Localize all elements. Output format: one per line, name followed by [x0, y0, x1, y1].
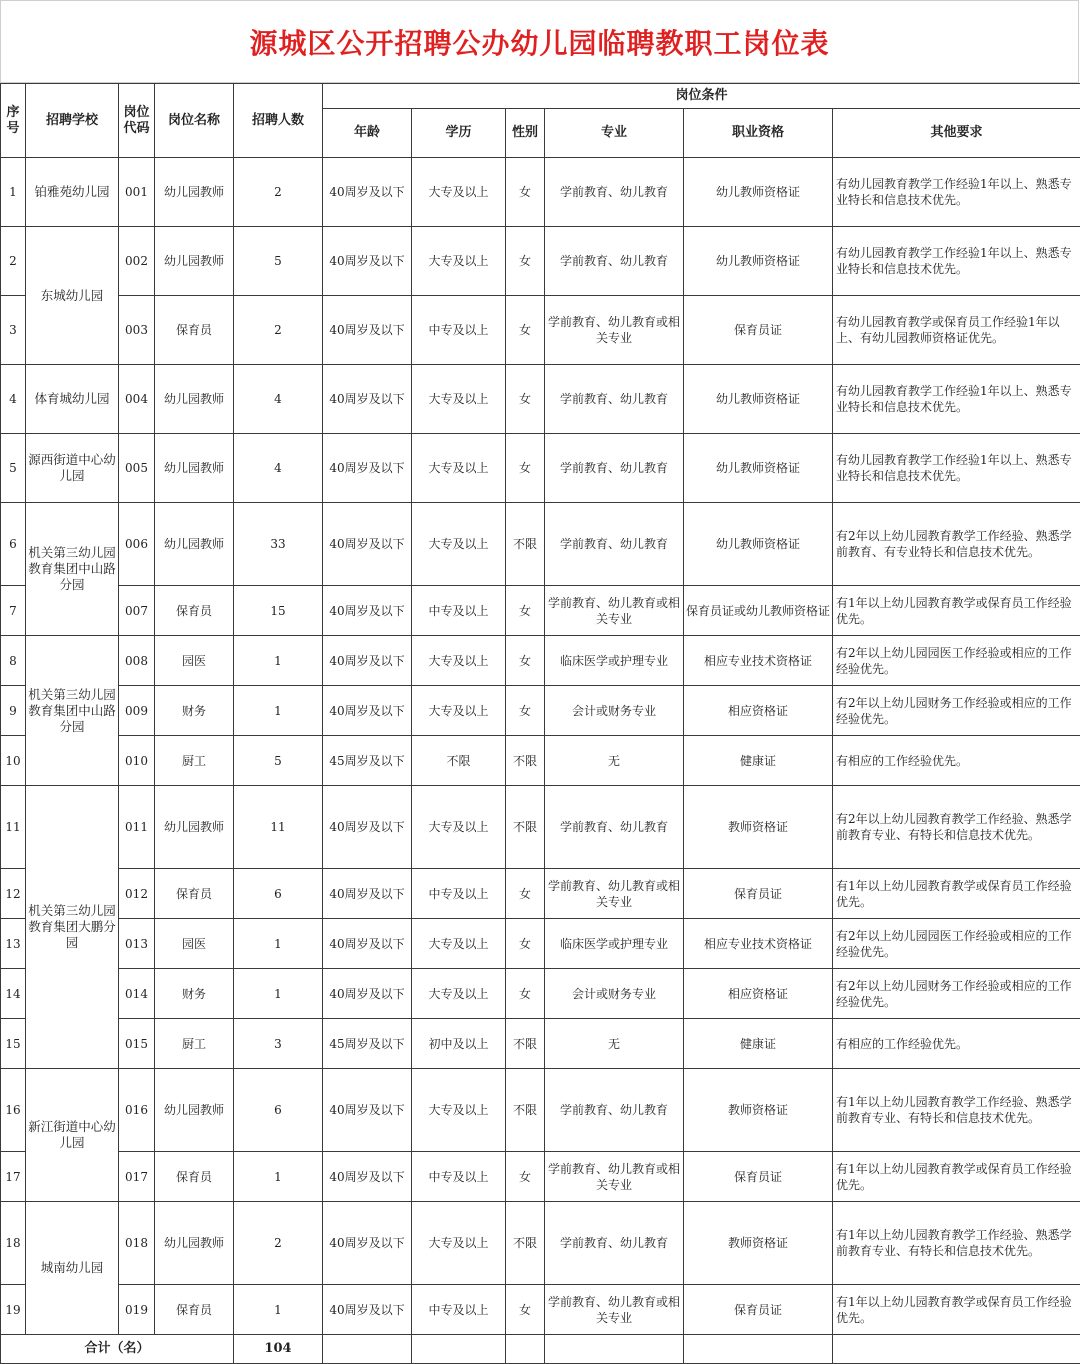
cell-position: 幼儿园教师	[155, 786, 234, 869]
cell-code: 004	[119, 365, 155, 434]
cell-edu: 中专及以上	[412, 869, 506, 919]
cell-code: 001	[119, 158, 155, 227]
cell-other: 有幼儿园教育教学工作经验1年以上、熟悉专业特长和信息技术优先。	[833, 227, 1080, 296]
empty-cell	[833, 1335, 1080, 1364]
cell-other: 有2年以上幼儿园园医工作经验或相应的工作经验优先。	[833, 919, 1080, 969]
cell-seq: 9	[1, 686, 26, 736]
cell-code: 012	[119, 869, 155, 919]
title-bar	[0, 0, 1079, 83]
cell-position: 保育员	[155, 869, 234, 919]
cell-count: 1	[234, 1152, 323, 1202]
cell-gender: 女	[506, 158, 545, 227]
cell-count: 2	[234, 296, 323, 365]
cell-age: 40周岁及以下	[323, 296, 412, 365]
cell-other: 有1年以上幼儿园教育教学或保育员工作经验优先。	[833, 586, 1080, 636]
cell-code: 006	[119, 503, 155, 586]
cell-gender: 女	[506, 1152, 545, 1202]
cell-gender: 女	[506, 434, 545, 503]
cell-major: 无	[545, 1019, 684, 1069]
cell-count: 11	[234, 786, 323, 869]
cell-major: 学前教育、幼儿教育或相关专业	[545, 586, 684, 636]
cell-other: 有1年以上幼儿园教育教学或保育员工作经验优先。	[833, 1152, 1080, 1202]
cell-edu: 大专及以上	[412, 919, 506, 969]
cell-position: 园医	[155, 636, 234, 686]
cell-gender: 女	[506, 636, 545, 686]
table-row	[1, 919, 1080, 969]
cell-count: 6	[234, 869, 323, 919]
table-row	[1, 434, 1080, 503]
cell-code: 016	[119, 1069, 155, 1152]
positions-table	[0, 83, 1080, 1364]
cell-other: 有1年以上幼儿园教育教学或保育员工作经验优先。	[833, 869, 1080, 919]
cell-count: 1	[234, 969, 323, 1019]
cell-gender: 不限	[506, 736, 545, 786]
cell-other: 有相应的工作经验优先。	[833, 1019, 1080, 1069]
cell-major: 无	[545, 736, 684, 786]
cell-age: 40周岁及以下	[323, 365, 412, 434]
cell-seq: 10	[1, 736, 26, 786]
cell-position: 财务	[155, 969, 234, 1019]
cell-position: 保育员	[155, 586, 234, 636]
cell-age: 45周岁及以下	[323, 736, 412, 786]
cell-age: 40周岁及以下	[323, 158, 412, 227]
cell-edu: 中专及以上	[412, 586, 506, 636]
cell-code: 011	[119, 786, 155, 869]
cell-cert: 保育员证	[684, 1285, 833, 1335]
cell-age: 40周岁及以下	[323, 686, 412, 736]
cell-age: 40周岁及以下	[323, 969, 412, 1019]
cell-other: 有2年以上幼儿园教育教学工作经验、熟悉学前教育专业、有特长和信息技术优先。	[833, 786, 1080, 869]
cell-cert: 健康证	[684, 736, 833, 786]
cell-age: 40周岁及以下	[323, 1285, 412, 1335]
cell-age: 40周岁及以下	[323, 1152, 412, 1202]
cell-major: 学前教育、幼儿教育	[545, 503, 684, 586]
cell-school: 机关第三幼儿园教育集团中山路分园	[26, 636, 119, 786]
cell-seq: 8	[1, 636, 26, 686]
header-gender: 性别	[506, 109, 545, 158]
header-school: 招聘学校	[26, 84, 119, 158]
empty-cell	[545, 1335, 684, 1364]
cell-major: 会计或财务专业	[545, 686, 684, 736]
cell-other: 有幼儿园教育教学或保育员工作经验1年以上、有幼儿园教师资格证优先。	[833, 296, 1080, 365]
cell-position: 财务	[155, 686, 234, 736]
cell-school: 城南幼儿园	[26, 1202, 119, 1335]
cell-major: 学前教育、幼儿教育	[545, 158, 684, 227]
cell-major: 学前教育、幼儿教育	[545, 227, 684, 296]
empty-cell	[323, 1335, 412, 1364]
cell-gender: 不限	[506, 503, 545, 586]
cell-major: 学前教育、幼儿教育	[545, 1069, 684, 1152]
cell-cert: 幼儿教师资格证	[684, 365, 833, 434]
cell-age: 45周岁及以下	[323, 1019, 412, 1069]
table-row	[1, 736, 1080, 786]
cell-edu: 中专及以上	[412, 296, 506, 365]
cell-gender: 不限	[506, 1202, 545, 1285]
cell-school: 机关第三幼儿园教育集团中山路分园	[26, 503, 119, 636]
cell-edu: 大专及以上	[412, 969, 506, 1019]
cell-edu: 大专及以上	[412, 686, 506, 736]
cell-seq: 7	[1, 586, 26, 636]
cell-gender: 女	[506, 686, 545, 736]
cell-major: 学前教育、幼儿教育	[545, 365, 684, 434]
cell-cert: 保育员证	[684, 869, 833, 919]
cell-seq: 14	[1, 969, 26, 1019]
table-row	[1, 869, 1080, 919]
cell-count: 4	[234, 365, 323, 434]
cell-edu: 大专及以上	[412, 227, 506, 296]
cell-edu: 大专及以上	[412, 158, 506, 227]
table-row	[1, 686, 1080, 736]
cell-gender: 不限	[506, 786, 545, 869]
total-row	[1, 1335, 1080, 1364]
header-position: 岗位名称	[155, 84, 234, 158]
cell-seq: 11	[1, 786, 26, 869]
cell-school: 东城幼儿园	[26, 227, 119, 365]
cell-gender: 女	[506, 1285, 545, 1335]
cell-other: 有幼儿园教育教学工作经验1年以上、熟悉专业特长和信息技术优先。	[833, 158, 1080, 227]
cell-major: 学前教育、幼儿教育	[545, 786, 684, 869]
cell-position: 保育员	[155, 1285, 234, 1335]
cell-code: 019	[119, 1285, 155, 1335]
cell-count: 2	[234, 158, 323, 227]
cell-age: 40周岁及以下	[323, 503, 412, 586]
cell-position: 幼儿园教师	[155, 227, 234, 296]
cell-other: 有1年以上幼儿园教育教学工作经验、熟悉学前教育专业、有特长和信息技术优先。	[833, 1069, 1080, 1152]
cell-cert: 幼儿教师资格证	[684, 434, 833, 503]
empty-cell	[506, 1335, 545, 1364]
cell-cert: 幼儿教师资格证	[684, 158, 833, 227]
empty-cell	[684, 1335, 833, 1364]
cell-age: 40周岁及以下	[323, 1202, 412, 1285]
cell-major: 会计或财务专业	[545, 969, 684, 1019]
cell-position: 幼儿园教师	[155, 434, 234, 503]
cell-cert: 教师资格证	[684, 786, 833, 869]
cell-cert: 健康证	[684, 1019, 833, 1069]
cell-position: 幼儿园教师	[155, 1069, 234, 1152]
cell-count: 33	[234, 503, 323, 586]
cell-seq: 4	[1, 365, 26, 434]
header-cert: 职业资格	[684, 109, 833, 158]
cell-age: 40周岁及以下	[323, 786, 412, 869]
cell-edu: 大专及以上	[412, 365, 506, 434]
cell-seq: 12	[1, 869, 26, 919]
header-code: 岗位代码	[119, 84, 155, 158]
header-major: 专业	[545, 109, 684, 158]
cell-code: 005	[119, 434, 155, 503]
cell-age: 40周岁及以下	[323, 1069, 412, 1152]
cell-gender: 不限	[506, 1019, 545, 1069]
cell-edu: 大专及以上	[412, 1069, 506, 1152]
cell-edu: 中专及以上	[412, 1152, 506, 1202]
cell-code: 014	[119, 969, 155, 1019]
cell-major: 学前教育、幼儿教育或相关专业	[545, 869, 684, 919]
cell-edu: 中专及以上	[412, 1285, 506, 1335]
cell-code: 010	[119, 736, 155, 786]
cell-school: 体育城幼儿园	[26, 365, 119, 434]
cell-cert: 幼儿教师资格证	[684, 227, 833, 296]
cell-other: 有2年以上幼儿园教育教学工作经验、熟悉学前教育、有专业特长和信息技术优先。	[833, 503, 1080, 586]
cell-other: 有幼儿园教育教学工作经验1年以上、熟悉专业特长和信息技术优先。	[833, 434, 1080, 503]
cell-seq: 2	[1, 227, 26, 296]
table-row	[1, 296, 1080, 365]
cell-seq: 19	[1, 1285, 26, 1335]
cell-code: 009	[119, 686, 155, 736]
table-row	[1, 586, 1080, 636]
header-count: 招聘人数	[234, 84, 323, 158]
table-row	[1, 1202, 1080, 1285]
cell-other: 有幼儿园教育教学工作经验1年以上、熟悉专业特长和信息技术优先。	[833, 365, 1080, 434]
cell-edu: 大专及以上	[412, 786, 506, 869]
cell-code: 013	[119, 919, 155, 969]
cell-school: 机关第三幼儿园教育集团大鹏分园	[26, 786, 119, 1069]
table-row	[1, 969, 1080, 1019]
cell-seq: 1	[1, 158, 26, 227]
header-seq: 序号	[1, 84, 26, 158]
table-row	[1, 636, 1080, 686]
cell-other: 有1年以上幼儿园教育教学工作经验、熟悉学前教育专业、有特长和信息技术优先。	[833, 1202, 1080, 1285]
header-edu: 学历	[412, 109, 506, 158]
table-row	[1, 158, 1080, 227]
cell-age: 40周岁及以下	[323, 434, 412, 503]
cell-position: 厨工	[155, 736, 234, 786]
cell-other: 有2年以上幼儿园财务工作经验或相应的工作经验优先。	[833, 686, 1080, 736]
cell-cert: 相应资格证	[684, 969, 833, 1019]
cell-cert: 教师资格证	[684, 1202, 833, 1285]
cell-count: 2	[234, 1202, 323, 1285]
total-count: 104	[234, 1335, 323, 1364]
page-title: 源城区公开招聘公办幼儿园临聘教职工岗位表	[249, 22, 829, 62]
table-row	[1, 1069, 1080, 1152]
cell-count: 1	[234, 636, 323, 686]
cell-major: 学前教育、幼儿教育或相关专业	[545, 1285, 684, 1335]
cell-age: 40周岁及以下	[323, 919, 412, 969]
cell-code: 002	[119, 227, 155, 296]
cell-count: 4	[234, 434, 323, 503]
cell-school: 新江街道中心幼儿园	[26, 1069, 119, 1202]
cell-seq: 15	[1, 1019, 26, 1069]
cell-count: 5	[234, 227, 323, 296]
cell-edu: 大专及以上	[412, 503, 506, 586]
cell-position: 幼儿园教师	[155, 365, 234, 434]
cell-cert: 保育员证	[684, 1152, 833, 1202]
cell-major: 学前教育、幼儿教育	[545, 1202, 684, 1285]
cell-other: 有1年以上幼儿园教育教学或保育员工作经验优先。	[833, 1285, 1080, 1335]
cell-gender: 女	[506, 869, 545, 919]
cell-cert: 保育员证或幼儿教师资格证	[684, 586, 833, 636]
cell-gender: 不限	[506, 1069, 545, 1152]
cell-other: 有2年以上幼儿园财务工作经验或相应的工作经验优先。	[833, 969, 1080, 1019]
cell-gender: 女	[506, 365, 545, 434]
table-row	[1, 786, 1080, 869]
cell-position: 幼儿园教师	[155, 1202, 234, 1285]
cell-count: 6	[234, 1069, 323, 1152]
cell-gender: 女	[506, 919, 545, 969]
header-other: 其他要求	[833, 109, 1080, 158]
cell-cert: 相应专业技术资格证	[684, 919, 833, 969]
cell-edu: 大专及以上	[412, 1202, 506, 1285]
cell-edu: 不限	[412, 736, 506, 786]
total-label: 合计（名）	[1, 1335, 234, 1364]
cell-position: 幼儿园教师	[155, 503, 234, 586]
cell-count: 1	[234, 1285, 323, 1335]
cell-seq: 17	[1, 1152, 26, 1202]
cell-code: 018	[119, 1202, 155, 1285]
cell-edu: 初中及以上	[412, 1019, 506, 1069]
cell-position: 保育员	[155, 1152, 234, 1202]
empty-cell	[412, 1335, 506, 1364]
table-row	[1, 227, 1080, 296]
cell-gender: 女	[506, 227, 545, 296]
cell-code: 003	[119, 296, 155, 365]
cell-seq: 6	[1, 503, 26, 586]
cell-code: 015	[119, 1019, 155, 1069]
cell-major: 学前教育、幼儿教育或相关专业	[545, 1152, 684, 1202]
cell-gender: 女	[506, 296, 545, 365]
cell-age: 40周岁及以下	[323, 869, 412, 919]
cell-seq: 3	[1, 296, 26, 365]
cell-other: 有2年以上幼儿园园医工作经验或相应的工作经验优先。	[833, 636, 1080, 686]
table-row	[1, 1019, 1080, 1069]
cell-code: 007	[119, 586, 155, 636]
cell-count: 1	[234, 919, 323, 969]
cell-major: 学前教育、幼儿教育或相关专业	[545, 296, 684, 365]
cell-age: 40周岁及以下	[323, 636, 412, 686]
cell-cert: 相应资格证	[684, 686, 833, 736]
cell-cert: 保育员证	[684, 296, 833, 365]
header-row-1	[1, 84, 1080, 109]
table-row	[1, 1152, 1080, 1202]
cell-count: 5	[234, 736, 323, 786]
header-age: 年龄	[323, 109, 412, 158]
cell-school: 源西街道中心幼儿园	[26, 434, 119, 503]
cell-cert: 相应专业技术资格证	[684, 636, 833, 686]
cell-count: 15	[234, 586, 323, 636]
cell-age: 40周岁及以下	[323, 227, 412, 296]
cell-code: 008	[119, 636, 155, 686]
cell-edu: 大专及以上	[412, 636, 506, 686]
header-conditions: 岗位条件	[323, 84, 1080, 109]
cell-position: 保育员	[155, 296, 234, 365]
cell-seq: 18	[1, 1202, 26, 1285]
cell-major: 临床医学或护理专业	[545, 919, 684, 969]
cell-major: 临床医学或护理专业	[545, 636, 684, 686]
cell-age: 40周岁及以下	[323, 586, 412, 636]
cell-edu: 大专及以上	[412, 434, 506, 503]
cell-other: 有相应的工作经验优先。	[833, 736, 1080, 786]
cell-gender: 女	[506, 586, 545, 636]
cell-position: 幼儿园教师	[155, 158, 234, 227]
cell-count: 1	[234, 686, 323, 736]
cell-seq: 13	[1, 919, 26, 969]
cell-seq: 5	[1, 434, 26, 503]
cell-position: 厨工	[155, 1019, 234, 1069]
cell-major: 学前教育、幼儿教育	[545, 434, 684, 503]
cell-school: 铂雅苑幼儿园	[26, 158, 119, 227]
table-row	[1, 503, 1080, 586]
cell-count: 3	[234, 1019, 323, 1069]
cell-seq: 16	[1, 1069, 26, 1152]
cell-position: 园医	[155, 919, 234, 969]
cell-code: 017	[119, 1152, 155, 1202]
table-row	[1, 365, 1080, 434]
table-row	[1, 1285, 1080, 1335]
cell-cert: 幼儿教师资格证	[684, 503, 833, 586]
cell-gender: 女	[506, 969, 545, 1019]
cell-cert: 教师资格证	[684, 1069, 833, 1152]
